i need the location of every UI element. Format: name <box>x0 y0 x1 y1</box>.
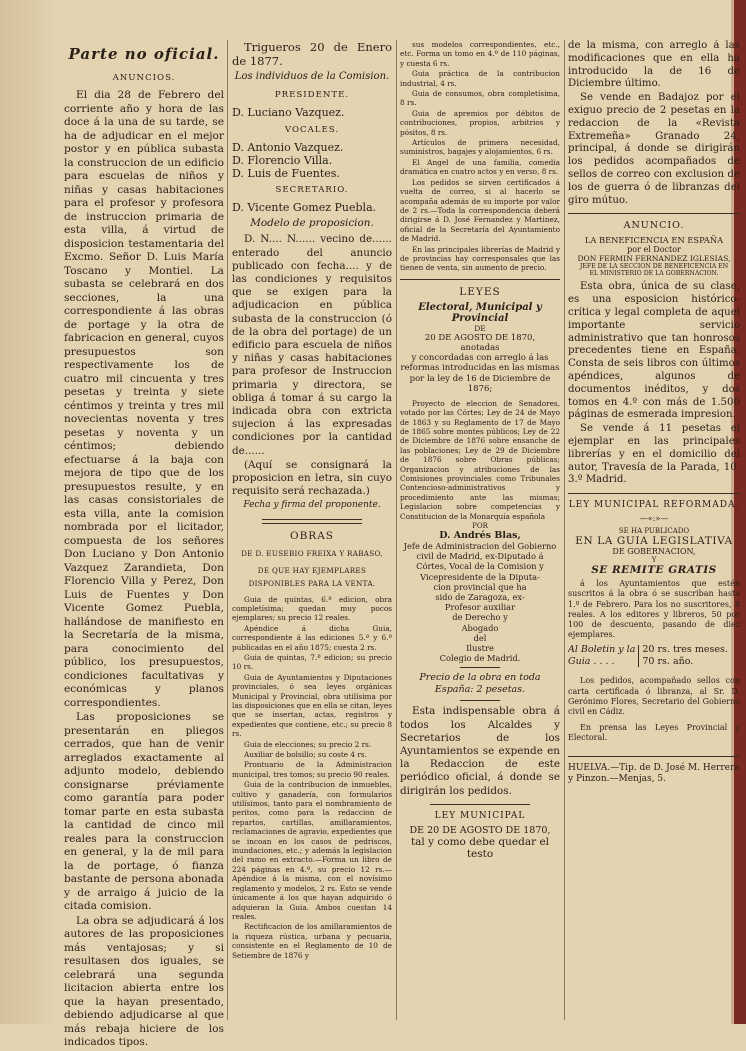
conjunction: Y <box>651 556 657 565</box>
author-title-line: Abogado <box>461 622 499 633</box>
obras-item: Guia de elecciones; su precio 2 rs. <box>244 739 372 749</box>
separator <box>400 279 560 280</box>
separator <box>568 493 740 494</box>
vocal-name: D. Florencio Villa. <box>232 153 333 167</box>
column-1 <box>64 40 224 1051</box>
price-line: Precio de la obra en toda España: 2 pesetas. <box>419 672 541 696</box>
obras-heading: OBRAS <box>289 529 334 542</box>
beneficencia-por: por el Doctor <box>627 245 681 255</box>
leyes-author: D. Andrés Blas, <box>439 530 521 542</box>
obras-item: Guia de consumos, obra completísima, 8 rs. <box>400 89 560 108</box>
separator <box>460 700 500 701</box>
beneficencia-title: LA BENEFICENCIA EN ESPAÑA <box>584 235 724 246</box>
obras-subtitle: DE QUE HAY EJEMPLARES DISPONIBLES PARA LA VENTA. <box>248 566 376 589</box>
announcement-paragraph: Las proposiciones se presentarán en pliegos cerrados, que han de venir arreglados exactamente al adjunto modelo, debiendo consignarse préviamente como garantía para poder tomar parte en esta subasta la cantidad de cinco mil reales para la construccion en general, y la de mil para la de portage, ó fianza bastante de persona abonada y de arraigo á juicio de la citada comision. <box>64 711 224 912</box>
vocal-name: D. Antonio Vazquez. <box>232 140 344 154</box>
leyes-por: POR <box>472 522 488 531</box>
obras-item: Guia de quintas, 7.ª edicion; su precio 10 rs. <box>232 652 392 672</box>
president-label: PRESIDENTE. <box>274 90 350 101</box>
column-2 <box>232 40 392 961</box>
de-gobernacion: DE GOBERNACION, <box>612 547 696 557</box>
author-title-line: Vicepresidente de la Diputa- <box>420 571 540 582</box>
separator <box>460 667 500 668</box>
beneficencia-role: EL MINISTERIO DE LA GOBERNACION. <box>589 270 719 278</box>
ley-reformada-heading: LEY MUNICIPAL REFORMADA. <box>568 500 740 511</box>
column-3 <box>400 40 560 860</box>
vocal-name: D. Luis de Fuentes. <box>232 166 340 180</box>
leyes-concordadas: y concordadas con arreglo á las reformas introducidas en las mismas por la ley de 16 de Diciembre de 1876; <box>400 352 560 395</box>
announcement-paragraph: La obra se adjudicará á los autores de las proposiciones más ventajosas; y si resultasen dos iguales, se celebrará una segunda licitacion abierta entre los que la hayan presentado, debiendo adjudicarse al que más rebaja hiciere de los indicados tipos. <box>64 914 224 1048</box>
ley-municipal-date: DE 20 DE AGOSTO DE 1870, <box>409 824 551 836</box>
model-note: (Aquí se consignará la proposicion en letra, sin cuyo requisito será rechazada.) <box>232 458 392 498</box>
price-value: 70 rs. año. <box>642 656 694 668</box>
ley-municipal-heading: LEY MUNICIPAL <box>434 810 526 821</box>
separator <box>568 756 740 757</box>
obras-item: Prontuario de la Administracion municipal, tres tomos; su precio 90 reales. <box>232 760 392 779</box>
obras-item: Los pedidos se sirven certificados á vuelta de correo, si al hacerlo se acompaña además de su importe por valor de 2 rs.—Toda la correspondencia deberá dirigirse á D. José Fernandez y Martinez, oficial de la Secretaría del Ayuntamiento de Madrid. <box>400 177 560 244</box>
obras-item: Guia práctica de la contribucion industrial, 4 rs. <box>400 69 560 88</box>
president-name: D. Luciano Vazquez. <box>232 106 345 120</box>
column-rule-3 <box>564 40 565 1020</box>
announcements-heading: ANUNCIOS. <box>112 72 176 83</box>
announcement-paragraph: El dia 28 de Febrero del corriente año y hora de las doce á la una de su tarde, se ha de adjudicar en el mejor postor y en pública subasta la construccion de un edificio para escuelas de niños y niñas y casas habitaciones para el profesor y profesora de instruccion primaria de esta villa, á virtud de disposicion testamentaria del Excmo. Señor D. Luis María Toscano y Montiel. La subasta se celebrará en dos secciones, la una correspondiente á las obras de portage y la otra de fabricacion en general, cuyos presupuestos son respectivamente los de cuatro mil cincuenta y tres pesetas y treinta y siete céntimos y treinta y tres mil novecientas noventa y tres pesetas y noventa y un céntimos; debiendo efectuarse á la baja con mejora de tipo que de los presupuestos resulte, y en las casas consistoriales de esta villa, ante la comision nombrada por el licitador, compuesta de los señores Don Luciano y Don Antonio Vazquez Zarandieta, Don Florencio Villa y Perez, Don Luis de Fuentes y Don Vicente Gomez Puebla, hallándose de manifiesto en la Secretaría de la misma, para conocimiento del público, los presupuestos, condiciones facultativas y económicas y planos correspondientes. <box>64 89 224 709</box>
author-title-line: civil de Madrid, ex-Diputado á <box>416 551 544 562</box>
model-heading: Modelo de proposicion. <box>250 217 374 230</box>
ha-publicado: SE HA PUBLICADO <box>618 527 690 536</box>
imprint: HUELVA.—Tip. de D. José M. Herrera y Pinzon.—Menjas, 5. <box>568 762 740 784</box>
separator <box>568 213 740 214</box>
page-left-shading <box>0 0 60 1024</box>
beneficencia-paragraph: Esta obra, única de su clase, es una esposicion histórico-crítica y legal completa de aquel importante servicio administrativo que tan honrosos precedentes tiene en España. Consta de seis libros con últimos apéndices, algunos de documentos inéditos, y dos tomos en 4.º con más de 1.500 páginas de esmerada impresion. <box>568 281 740 421</box>
price-label: Al Boletin y la <box>568 644 636 656</box>
prensa-text: En prensa las Leyes Provincial y Electoral. <box>568 723 740 743</box>
anuncio-heading: ANUNCIO. <box>623 220 685 232</box>
commission-line: Los individuos de la Comision. <box>234 71 390 82</box>
remite-text: á los Ayuntamientos que estén suscritos á la obra ó se suscriban hasta 1.º de Febrero. Para los no suscritores, 8 reales. A los editores y libreros, 50 por 100 de descuento, pasando de diez ejemplares. <box>568 579 740 640</box>
obras-item: Apéndice á dicha Guia, correspondiente á las ediciones 5.ª y 6.ª publicadas en el año 1875; cuesta 2 rs. <box>232 623 392 652</box>
price-label: Guia . . . . <box>568 656 615 668</box>
vocales-label: VOCALES. <box>284 124 340 135</box>
obras-item: Guia de apremios por débitos de contribuciones, propios, arbitrios y pósitos, 8 rs. <box>400 108 560 137</box>
leyes-description: Proyecto de eleccion de Senadores, votado por las Córtes; Ley de 24 de Mayo de 1863 y su Reglamento de 17 de Mayo de 1865 sobre montes públicos; Ley de 22 de Diciembre de 1876 sobre ensanche de las poblaciones; Ley de 29 de Diciembre de 1876 sobre Obras públicas; Organizacion y atribuciones de las Comisiones provinciales como Tribunales Contencioso-administrativos y procedimiento ante las mismas; Legislacion sobre competencias y Constitucion de la Monarquía española <box>400 398 560 521</box>
leyes-date: 20 DE AGOSTO DE 1870, <box>424 332 536 343</box>
ornament: —«:»— <box>639 514 669 524</box>
author-title-line: Córtes, Vocal de la Comision y <box>416 561 544 572</box>
secretary-name: D. Vicente Gomez Puebla. <box>232 201 377 215</box>
obras-item: Guia de Ayuntamientos y Diputaciones provinciales, ó sea leyes orgánicas Municipal y Provincial, obra utilísima por las disposiciones que en ella se citan, leyes que se insertan, actas, registros y expedientes que contiene, etc.; su precio 8 rs. <box>232 672 392 739</box>
date-line: Trigueros 20 de Enero de 1877. <box>232 40 392 68</box>
obras-item: Auxiliar de bolsillo; su coste 4 rs. <box>244 750 367 759</box>
author-title-line: de Derecho y <box>452 612 508 623</box>
separator <box>430 804 530 805</box>
obras-item: sus modelos correspondientes, etc., etc. Forma un tomo en 4.º de 110 páginas, y cuesta 6 rs. <box>400 40 560 68</box>
pedidos-text: Los pedidos, acompañado sellos con carta certificada ó libranza, al Sr. D. Gerónimo Flores, Secretario del Gobierno civil en Cádiz. <box>568 676 740 716</box>
leyes-de: DE <box>474 323 486 333</box>
author-titles <box>400 541 560 663</box>
obras-item: Artículos de primera necesidad, suministros, bagajes y alojamientos, 6 rs. <box>400 138 560 157</box>
author-title-line: Profesor auxiliar <box>444 602 516 613</box>
guia-legislativa: EN LA GUIA LEGISLATIVA <box>575 535 733 548</box>
price-value: 20 rs. tres meses. <box>642 644 728 656</box>
obras-author: DE D. EUSEBIO FREIXA Y RABASO, <box>241 548 383 558</box>
se-remite-gratis: SE REMITE GRATIS <box>591 564 717 577</box>
model-sign: Fecha y firma del proponente. <box>243 500 381 511</box>
author-title-line: Jefe de Administracion del Gobierno <box>403 541 557 552</box>
obras-item: En las principales librerías de Madrid y de provincias hay corresponsales que las tienen de venta, sin aumento de precio. <box>400 244 560 273</box>
price-brace <box>638 645 639 667</box>
author-title-line: Ilustre <box>466 643 494 654</box>
author-title-line: cion provincial que ha <box>433 581 527 592</box>
obras-item: Guia de la contribucion de inmuebles, cultivo y ganadería, con formularios utilísimos, tanto para el nombramiento de peritos, como para la redaccion de repartos, cartillas, amillaramientos, reclamaciones de agravio, expedientes que se incoan en los casos de pedriscos, inundaciones, etc.; y además la legislacion del ramo en extracto.—Forma un libro de 224 páginas en 4.º, su precio 12 rs.—Apéndice á la misma, con el novísimo reglamento y modelos, 2 rs. Esto se vende únicamente á los que hayan adquirido ó adquieran la Guia. Ambos cuestan 14 reales. <box>232 780 392 921</box>
author-title-line: Colegio de Madrid. <box>439 653 521 664</box>
column-rule-2 <box>396 40 397 1020</box>
obras-item: Guia de quintas, 6.ª edicion, obra completísima; quedan muy pocos ejemplares; su precio 12 reales. <box>232 594 392 623</box>
leyes-heading: LEYES <box>459 285 501 298</box>
column-4 <box>568 40 740 785</box>
author-title-line: del <box>473 632 487 643</box>
obras-item: El Angel de una familia, comedia dramática en cuatro actos y en verso, 8 rs. <box>400 157 560 177</box>
model-text: D. N.... N...... vecino de...... enterado del anuncio publicado con fecha.... y de las condiciones y requisitos que se exigen para la adjudicacion en pública subasta de la construccion (ó de la obra del portage) de un edificio para escuela de niños y niñas y casas habitaciones para profesor de Instruccion primaria y directora, se obliga á tomar á su cargo la indicada obra con extricta sujecion á las expresadas condiciones por la cantidad de...... <box>232 233 392 457</box>
leyes-anotadas: anotadas <box>460 342 500 353</box>
separator <box>262 519 362 524</box>
column-rule-1 <box>227 40 228 1020</box>
secretary-label: SECRETARIO. <box>275 184 349 195</box>
leyes-subtitle: Electoral, Municipal y Provincial <box>418 301 542 324</box>
price-box <box>568 644 740 668</box>
ley-municipal-tail: tal y como debe quedar el testo <box>410 835 550 860</box>
col4-paragraph: Se vende en Badajoz por el exiguo precio de 2 pesetas en la redaccion de la «Revista Extremeña» Granado 24, principal, á donde se dirigirán los pedidos acompañados de sellos de correo con exclusion de los de guerra ó de libranzas del giro mútuo. <box>568 92 740 206</box>
beneficencia-role: JEFE DE LA SECCION DE BENEFICENCIA EN <box>579 263 729 271</box>
beneficencia-paragraph: Se vende á 11 pesetas el ejemplar en las principales librerías y en el domicilio del autor, Travesía de la Parada, 10. 3.º Madrid. <box>568 423 740 486</box>
obras-item: Rectificacion de los amillaramientos de la riqueza rústica, urbana y pecuaria, consistente en el Reglamento de 10 de Setiembre de 1876 y <box>232 922 392 960</box>
beneficencia-author: DON FERMIN FERNANDEZ IGLESIAS, <box>577 254 731 264</box>
col4-paragraph: de la misma, con arreglo á las modificaciones que en ella ha introducido la de 16 de Diciembre último. <box>568 40 740 90</box>
author-title-line: sido de Zaragoza, ex- <box>435 592 525 603</box>
section-title: Parte no oficial. <box>68 45 220 63</box>
indispensable-text: Esta indispensable obra á todos los Alcaldes y Secretarios de los Ayuntamientos se expende en la Redaccion de este periódico oficial, á donde se dirigirán los pedidos. <box>400 705 560 797</box>
